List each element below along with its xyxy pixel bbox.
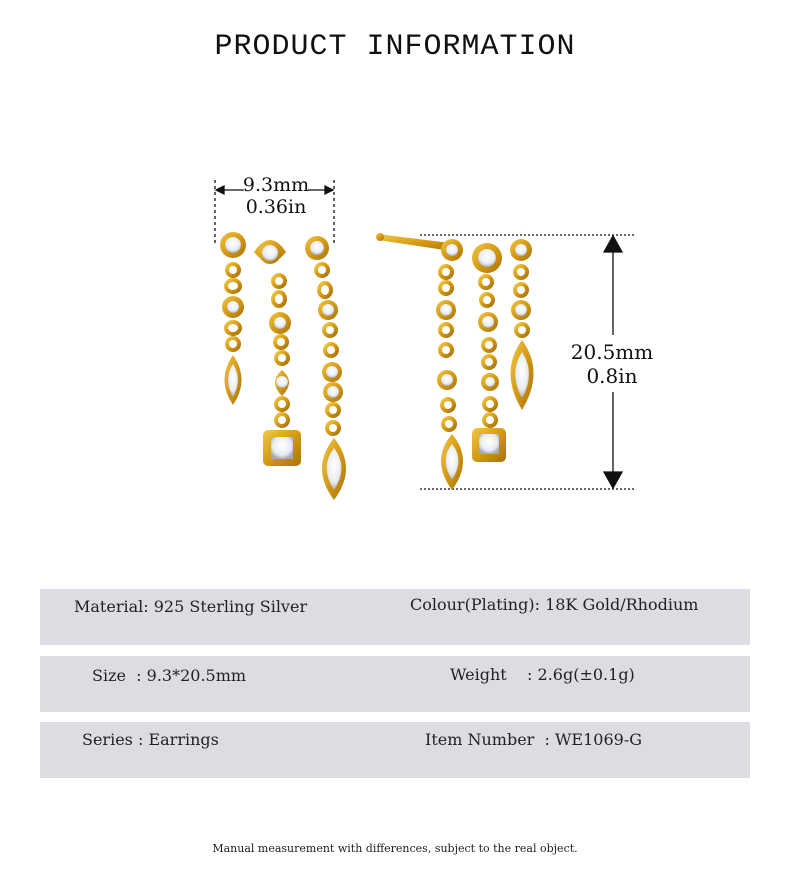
page-title: PRODUCT INFORMATION	[214, 30, 576, 64]
spec-item-number	[425, 730, 642, 749]
spec-row-series	[40, 722, 750, 778]
height-in: 0.8in	[586, 364, 638, 388]
height-dimension-label	[570, 340, 654, 388]
spec-row-material	[40, 589, 750, 645]
spec-value: 9.3*20.5mm	[146, 666, 247, 685]
footnote: Manual measurement with differences, subject to the real object.	[212, 842, 578, 855]
earring-side-view	[376, 233, 534, 490]
earring-front-view	[220, 232, 346, 500]
spec-value: 18K Gold/Rhodium	[545, 595, 699, 614]
spec-weight	[450, 665, 635, 684]
spec-label: Material:	[74, 597, 149, 616]
spec-label: Item Number :	[425, 730, 550, 749]
spec-label: Size :	[92, 666, 142, 685]
spec-row-size	[40, 656, 750, 712]
width-in: 0.36in	[245, 196, 307, 218]
spec-material	[74, 597, 307, 616]
spec-size	[92, 666, 246, 685]
spec-label: Series :	[82, 730, 144, 749]
spec-label: Colour(Plating):	[410, 595, 540, 614]
spec-colour	[410, 595, 698, 614]
width-dimension-label	[228, 174, 324, 218]
spec-value: 925 Sterling Silver	[153, 597, 308, 616]
spec-value: 2.6g(±0.1g)	[537, 665, 635, 684]
spec-series	[82, 730, 219, 749]
height-mm: 20.5mm	[570, 340, 654, 364]
spec-value: WE1069-G	[554, 730, 642, 749]
spec-label: Weight :	[450, 665, 533, 684]
spec-value: Earrings	[148, 730, 219, 749]
width-mm: 9.3mm	[242, 174, 310, 196]
